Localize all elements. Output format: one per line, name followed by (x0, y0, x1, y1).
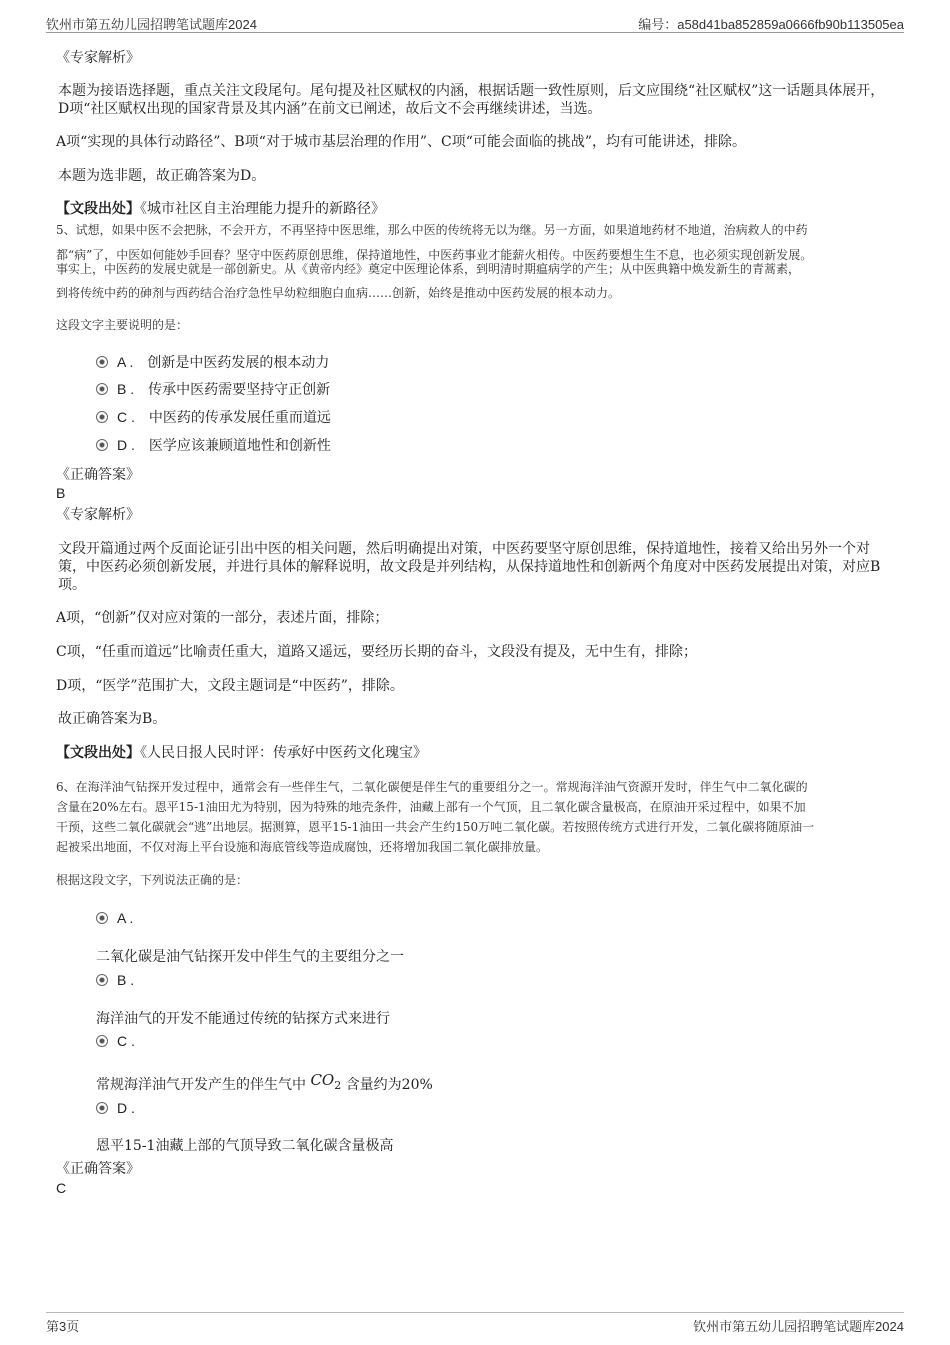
option-b[interactable]: B . (96, 971, 148, 990)
question-prompt: 根据这段文字，下列说法正确的是： (56, 873, 249, 887)
radio-button[interactable] (96, 1102, 108, 1114)
radio-button[interactable] (96, 912, 108, 924)
question-stem-line: 事实上，中医药的发展史就是一部创新史。从《黄帝内经》奠定中医理论体系，到明清时期瘟病学的产生；从中医典籍中焕发新生的青蒿素， (56, 262, 801, 276)
option-a[interactable]: A . (96, 909, 147, 928)
analysis-paragraph: D项，“医学”范围扩大，文段主题词是“中医药”，排除。 (56, 678, 404, 694)
analysis-paragraph: A项“实现的具体行动路径”、B项“对于城市基层治理的作用”、C项“可能会面临的挑战”，均有可能讲述，排除。 (56, 134, 747, 150)
question-stem-line: 到将传统中药的砷剂与西药结合治疗急性早幼粒细胞白血病……创新，始终是推动中医药发展的根本动力。 (56, 286, 621, 300)
co2-formula: $CO_2$ (310, 1071, 342, 1092)
correct-answer: C (56, 1180, 67, 1196)
page-number: 第3页 (46, 1319, 80, 1334)
source-tag: 【文段出处】 (56, 201, 140, 217)
header-doc-id: 编号：a58d41ba852859a0666fb90b113505ea (638, 17, 904, 32)
option-c[interactable]: C . 中医药的传承发展任重而道远 (96, 408, 331, 427)
expert-analysis-label: 《专家解析》 (56, 50, 140, 66)
question-prompt: 这段文字主要说明的是： (56, 318, 189, 332)
question-stem-line: 都“病”了，中医如何能妙手回春？坚守中医药原创思维，保持道地性，中医药事业才能薪火相传。中医药要想生生不息，也必须实现创新发展。 (56, 248, 813, 262)
option-a[interactable]: A . 创新是中医药发展的根本动力 (96, 353, 329, 372)
question-stem-line: 5、试想，如果中医不会把脉，不会开方，不再坚持中医思维，那么中医的传统将无以为继。另一方面，如果道地药材不地道，治病救人的中药 (56, 223, 808, 237)
question-stem-line: 起被采出地面，不仅对海上平台设施和海底管线等造成腐蚀，还将增加我国二氧化碳排放量。 (56, 840, 549, 854)
option-c[interactable]: C . (96, 1032, 149, 1051)
page-header (46, 12, 904, 33)
option-text: 医学应该兼顾道地性和创新性 (148, 438, 331, 454)
header-title: 钦州市第五幼儿园招聘笔试题库2024 (46, 17, 257, 32)
correct-answer-label: 《正确答案》 (56, 1161, 140, 1177)
option-text: 海洋油气的开发不能通过传统的钻探方式来进行 (96, 1011, 390, 1027)
option-b[interactable]: B . 传承中医药需要坚持守正创新 (96, 380, 330, 399)
radio-button[interactable] (96, 1035, 108, 1047)
option-d[interactable]: D . (96, 1099, 149, 1118)
footer-title: 钦州市第五幼儿园招聘笔试题库2024 (693, 1319, 904, 1334)
option-text: 创新是中医药发展的根本动力 (147, 355, 330, 371)
radio-button[interactable] (96, 383, 108, 395)
page-footer (46, 1312, 904, 1335)
correct-answer-label: 《正确答案》 (56, 467, 140, 483)
option-text: 常规海洋油气开发产生的伴生气中 $CO_2$ 含量约为20% (96, 1071, 433, 1093)
option-text: 中医药的传承发展任重而道远 (148, 410, 331, 426)
expert-analysis-label: 《专家解析》 (56, 507, 140, 523)
analysis-paragraph: 故正确答案为B。 (58, 711, 167, 727)
question-stem-line: 含量在20%左右。恩平15-1油田尤为特别，因为特殊的地壳条件，油藏上部有一个气顶，且二氧化碳含量极高，在原油开采过程中，如果不加 (56, 800, 806, 814)
analysis-paragraph: 文段开篇通过两个反面论证引出中医的相关问题，然后明确提出对策，中医药要坚守原创思维，保持道地性，接着又给出另外一个对策，中医药必须创新发展，并进行具体的解释说明，故文段是并列结构，从保持道地性和创新两个角度对中医药发展提出对策，对应B项。 (58, 541, 881, 593)
radio-button[interactable] (96, 974, 108, 986)
option-d[interactable]: D . 医学应该兼顾道地性和创新性 (96, 436, 331, 455)
analysis-paragraph: 本题为选非题，故正确答案为D。 (58, 168, 266, 184)
radio-button[interactable] (96, 411, 108, 423)
question-stem-line: 干预，这些二氧化碳就会“逃”出地层。据测算，恩平15-1油田一共会产生约150万吨二氧化碳。若按照传统方式进行开发，二氧化碳将随原油一 (56, 820, 815, 834)
radio-button[interactable] (96, 356, 108, 368)
source-title: 《城市社区自主治理能力提升的新路径》 (140, 201, 385, 217)
source-tag: 【文段出处】 (56, 745, 140, 761)
correct-answer: B (56, 485, 66, 501)
source-line (56, 744, 427, 762)
radio-button[interactable] (96, 439, 108, 451)
analysis-paragraph: 本题为接语选择题，重点关注文段尾句。尾句提及社区赋权的内涵，根据话题一致性原则，后文应围绕“社区赋权”这一话题具体展开，D项“社区赋权出现的国家背景及其内涵”在前文已阐述，故后文不会再继续讲述，当选。 (58, 83, 885, 117)
analysis-paragraph: A项，“创新”仅对应对策的一部分，表述片面，排除； (56, 610, 389, 626)
option-text: 恩平15-1油藏上部的气顶导致二氧化碳含量极高 (96, 1138, 394, 1154)
analysis-paragraph: C项，“任重而道远”比喻责任重大，道路又遥远，要经历长期的奋斗，文段没有提及，无中生有，排除； (56, 644, 698, 660)
source-title: 《人民日报人民时评：传承好中医药文化瑰宝》 (140, 745, 427, 761)
source-line (56, 200, 385, 218)
option-text: 二氧化碳是油气钻探开发中伴生气的主要组分之一 (96, 949, 404, 965)
option-text: 传承中医药需要坚持守正创新 (148, 382, 331, 398)
question-stem-line: 6、在海洋油气钻探开发过程中，通常会有一些伴生气，二氧化碳便是伴生气的重要组分之一。常规海洋油气资源开发时，伴生气中二氧化碳的 (56, 780, 808, 794)
